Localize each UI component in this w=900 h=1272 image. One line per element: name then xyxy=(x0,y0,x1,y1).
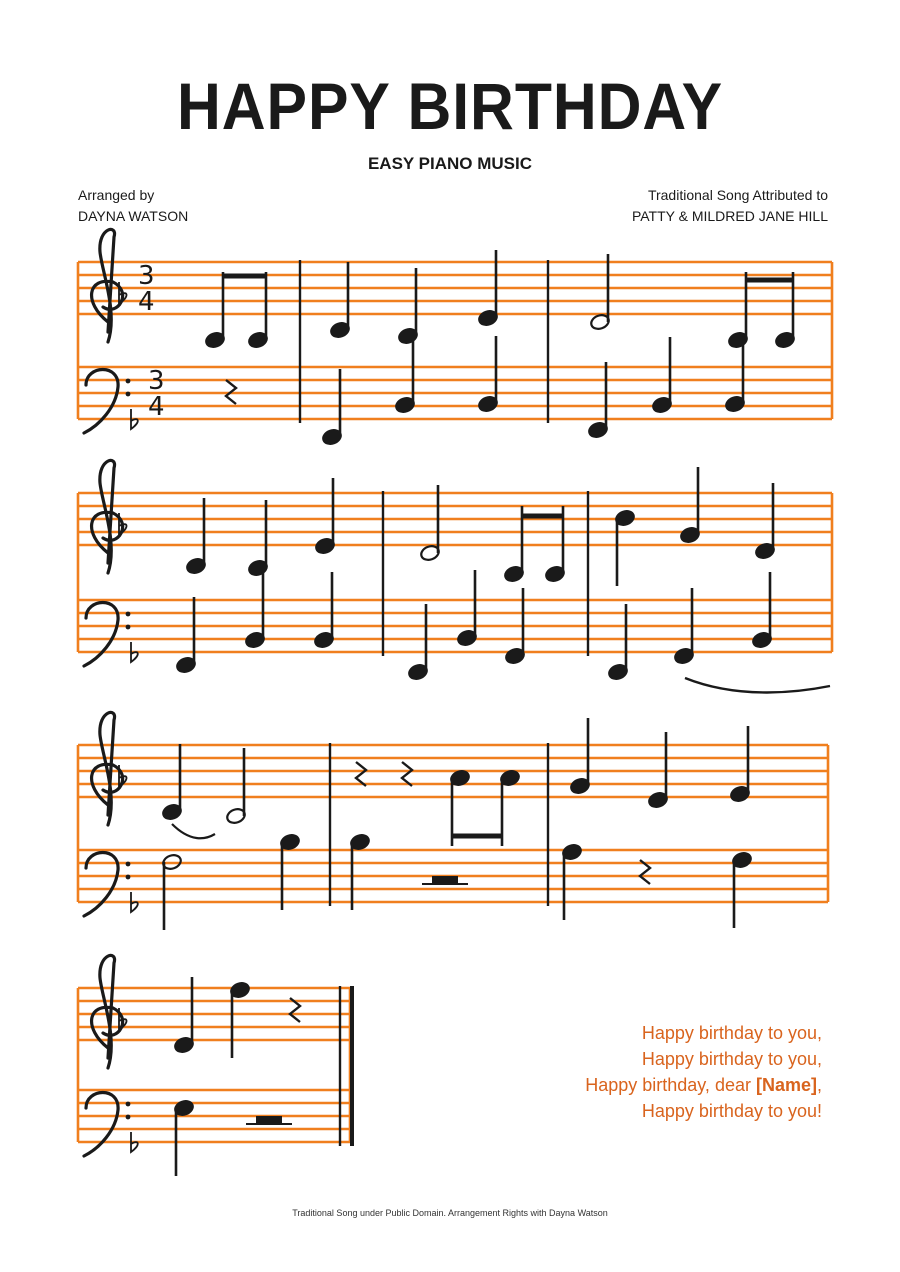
bass-clef-dot xyxy=(126,1102,131,1107)
bass-clef-dot xyxy=(126,612,131,617)
bass-clef-dot xyxy=(126,862,131,867)
rest-icon xyxy=(356,762,366,786)
treble-clef-icon xyxy=(92,712,123,825)
slur xyxy=(685,678,830,693)
lyric-line-3-prefix: Happy birthday, dear xyxy=(585,1075,756,1095)
bass-clef-dot xyxy=(126,1115,131,1120)
footer-note: Traditional Song under Public Domain. Arrangement Rights with Dayna Watson xyxy=(292,1208,608,1218)
arranger-label: Arranged by xyxy=(78,187,155,203)
time-signature-digit: 3 xyxy=(138,261,155,291)
bass-clef-dot xyxy=(126,379,131,384)
treble-clef-icon xyxy=(92,955,123,1068)
lyric-line-3 xyxy=(585,1072,822,1098)
arranger-name: DAYNA WATSON xyxy=(78,208,189,224)
lyric-line-2: Happy birthday to you, xyxy=(641,1049,822,1069)
lyrics-block xyxy=(585,1020,822,1124)
treble-clef-icon xyxy=(92,229,123,342)
composer-label: Traditional Song Attributed to xyxy=(647,187,828,203)
tie xyxy=(172,824,215,838)
lyric-line-4: Happy birthday to you! xyxy=(641,1101,822,1121)
rest-icon xyxy=(402,762,412,786)
time-signature-digit: 4 xyxy=(138,287,155,317)
treble-clef-icon xyxy=(92,460,123,573)
bass-clef-dot xyxy=(126,392,131,397)
page-title: HAPPY BIRTHDAY xyxy=(177,69,723,143)
time-signature-digit: 4 xyxy=(148,392,165,422)
bass-clef-dot xyxy=(126,625,131,630)
bass-clef-dot xyxy=(126,875,131,880)
half-rest-icon xyxy=(432,876,458,884)
composer-name: PATTY & MILDRED JANE HILL xyxy=(631,208,828,224)
lyric-line-1: Happy birthday to you, xyxy=(641,1023,822,1043)
lyric-line-3-suffix: , xyxy=(816,1075,822,1095)
time-signature-digit: 3 xyxy=(148,366,165,396)
page-subtitle: EASY PIANO MUSIC xyxy=(367,154,533,173)
lyric-name-placeholder: [Name] xyxy=(755,1075,817,1095)
half-rest-icon xyxy=(256,1116,282,1124)
